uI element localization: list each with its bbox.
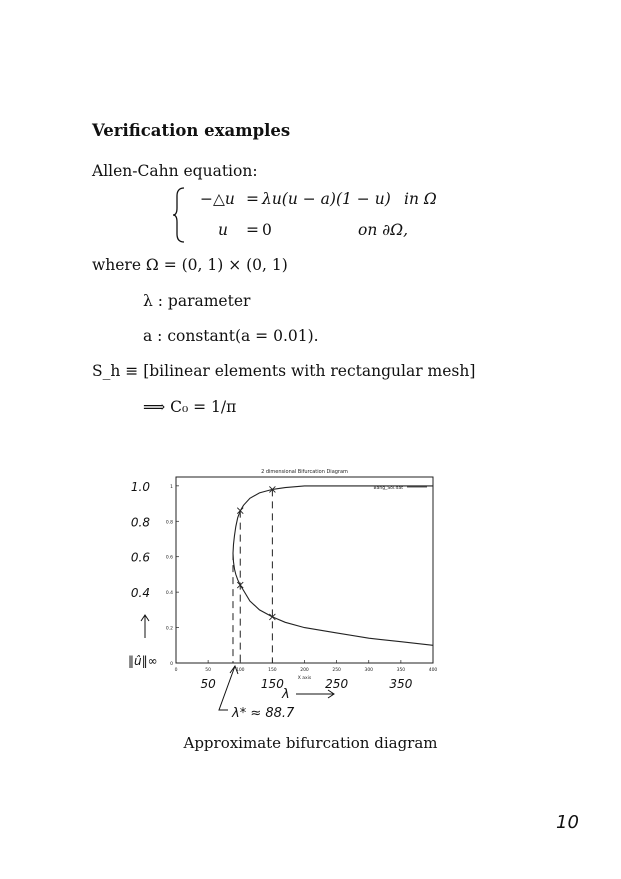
lambda-line: λ : parameter xyxy=(143,292,251,310)
page-number: 10 xyxy=(556,812,579,833)
hand-x-tick: 50 xyxy=(200,677,216,691)
y-tick-label: 0.6 xyxy=(165,555,173,561)
plot-frame xyxy=(176,477,433,663)
annotation-pointer xyxy=(219,666,235,710)
c0-line: ⟹ C₀ = 1/π xyxy=(143,398,237,416)
x-tick-label: 300 xyxy=(364,668,374,673)
eq1-rhs: λu(u − a)(1 − u) xyxy=(262,190,391,208)
hand-x-tick: 150 xyxy=(260,677,284,691)
hand-y-tick: 0.6 xyxy=(130,550,150,565)
x-tick-label: 200 xyxy=(300,668,309,673)
where-line: where Ω = (0, 1) × (0, 1) xyxy=(92,256,288,274)
hand-y-label: ‖û‖∞ xyxy=(128,654,158,668)
equation-system xyxy=(172,186,462,246)
x-arrow xyxy=(296,690,334,698)
hand-x-label: λ xyxy=(282,687,290,702)
eq2-lhs: u xyxy=(218,221,228,239)
a-line: a : constant(a = 0.01). xyxy=(143,327,319,345)
y-tick-label: 0.4 xyxy=(165,591,173,597)
legend-label: Bang_Sol.dat xyxy=(373,486,403,491)
hand-y-tick: 1.0 xyxy=(130,479,150,494)
x-tick-label: 100 xyxy=(235,668,245,673)
y-tick-label: 0.8 xyxy=(165,520,173,526)
chart-title: 2 dimensional Bifurcation Diagram xyxy=(261,469,348,475)
y-arrow xyxy=(141,615,149,638)
hand-x-tick: 250 xyxy=(325,677,349,691)
x-tick-label: 250 xyxy=(332,668,341,673)
x-axis-label: X axis xyxy=(297,676,312,681)
hand-y-tick: 0.4 xyxy=(130,586,150,601)
hand-y-tick: 0.8 xyxy=(130,515,150,530)
x-tick-label: 350 xyxy=(396,668,406,673)
left-brace xyxy=(172,186,186,244)
eq1-eq: = xyxy=(246,190,259,208)
x-tick-label: 400 xyxy=(428,668,438,673)
equation-intro: Allen-Cahn equation: xyxy=(92,162,258,180)
bifurcation-chart xyxy=(0,455,621,730)
x-tick-label: 150 xyxy=(268,668,277,673)
eq1-lhs: −△u xyxy=(200,190,235,208)
y-tick-label: 0 xyxy=(170,662,173,667)
section-heading: Verification examples xyxy=(92,121,291,140)
x-tick-label: 0 xyxy=(174,668,178,673)
figure-caption: Approximate bifurcation diagram xyxy=(183,734,438,752)
sh-line: S_h ≡ [bilinear elements with rectangular mesh] xyxy=(92,362,476,380)
y-tick-label: 0.2 xyxy=(165,626,173,632)
x-tick-label: 50 xyxy=(205,668,211,673)
eq1-cond: in Ω xyxy=(404,190,437,208)
eq2-cond: on ∂Ω, xyxy=(358,221,409,239)
annotation-text: λ* ≈ 88.7 xyxy=(232,706,295,721)
y-tick-label: 1 xyxy=(170,484,173,490)
hand-x-tick: 350 xyxy=(389,677,413,691)
eq2-rhs: 0 xyxy=(262,221,272,239)
eq2-eq: = xyxy=(246,221,259,239)
series-line xyxy=(233,486,433,645)
